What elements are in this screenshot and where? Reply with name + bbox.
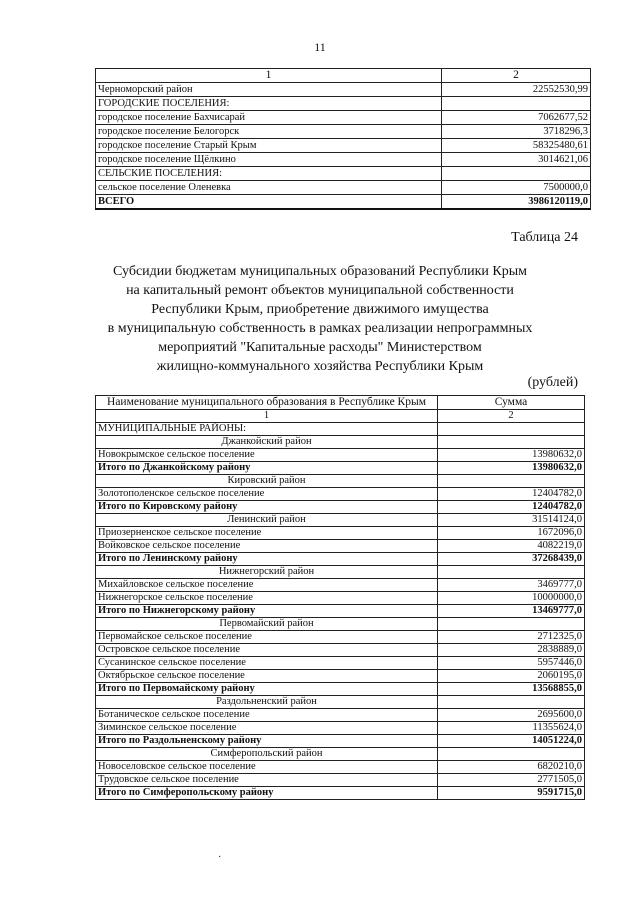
row-value	[442, 167, 591, 181]
row-value: 2771505,0	[438, 774, 585, 787]
total-row	[96, 787, 585, 800]
table-row	[96, 181, 591, 195]
title-line: на капитальный ремонт объектов муниципальной собственности	[126, 283, 514, 298]
row-value: 37268439,0	[438, 553, 585, 566]
row-name: Раздольненский район	[96, 696, 438, 709]
row-name: Островское сельское поселение	[96, 644, 438, 657]
row-name: Октябрьское сельское поселение	[96, 670, 438, 683]
district-row	[96, 748, 585, 761]
row-name: Итого по Симферопольскому району	[96, 787, 438, 800]
row-name: городское поселение Белогорск	[96, 125, 442, 139]
row-name: городское поселение Бахчисарай	[96, 111, 442, 125]
district-row	[96, 436, 585, 449]
row-name: Трудовское сельское поселение	[96, 774, 438, 787]
column-number-1: 1	[96, 410, 438, 423]
row-name: Итого по Ленинскому району	[96, 553, 438, 566]
main-table-header-row	[96, 396, 585, 410]
row-value	[438, 475, 585, 488]
district-row	[96, 475, 585, 488]
table-row	[96, 449, 585, 462]
row-value	[438, 566, 585, 579]
row-name: Золотополенское сельское поселение	[96, 488, 438, 501]
row-name: Нижнегорский район	[96, 566, 438, 579]
total-row	[96, 683, 585, 696]
row-name: Ботаническое сельское поселение	[96, 709, 438, 722]
row-name: Итого по Нижнегорскому району	[96, 605, 438, 618]
table-row	[96, 709, 585, 722]
row-value: 12404782,0	[438, 488, 585, 501]
row-name: городское поселение Щёлкино	[96, 153, 442, 167]
row-value: 2838889,0	[438, 644, 585, 657]
row-value: 13980632,0	[438, 449, 585, 462]
row-value	[438, 436, 585, 449]
table-row	[96, 83, 591, 97]
row-name: Приозерненское сельское поселение	[96, 527, 438, 540]
title-line: жилищно-коммунального хозяйства Республики Крым	[156, 359, 484, 374]
district-row	[96, 618, 585, 631]
row-value: 3986120119,0	[442, 195, 591, 210]
row-value: 14051224,0	[438, 735, 585, 748]
row-name: Итого по Раздольненскому району	[96, 735, 438, 748]
main-table-body	[96, 423, 585, 800]
title-line: Субсидии бюджетам муниципальных образований Республики Крым	[113, 264, 527, 279]
table-row	[96, 761, 585, 774]
main-table-colnum-row	[96, 410, 585, 423]
row-name: Итого по Джанкойскому району	[96, 462, 438, 475]
row-value: 7062677,52	[442, 111, 591, 125]
title-line: мероприятий "Капитальные расходы" Министерством	[158, 340, 482, 355]
row-value: 10000000,0	[438, 592, 585, 605]
section-row	[96, 167, 591, 181]
main-table	[95, 395, 585, 800]
row-name: сельское поселение Оленевка	[96, 181, 442, 195]
row-value: 1672096,0	[438, 527, 585, 540]
table-label: Таблица 24	[511, 230, 578, 245]
row-value	[442, 97, 591, 111]
row-name: Ленинский район	[96, 514, 438, 527]
row-name: Симферопольский район	[96, 748, 438, 761]
row-name: Нижнегорское сельское поселение	[96, 592, 438, 605]
row-name: Войковское сельское поселение	[96, 540, 438, 553]
row-name: Первомайское сельское поселение	[96, 631, 438, 644]
row-value: 12404782,0	[438, 501, 585, 514]
row-value: 3718296,3	[442, 125, 591, 139]
total-row	[96, 735, 585, 748]
total-row	[96, 462, 585, 475]
title-line: в муниципальную собственность в рамках реализации непрограммных	[107, 321, 533, 336]
table-row	[96, 488, 585, 501]
row-name: Сусанинское сельское поселение	[96, 657, 438, 670]
row-value: 9591715,0	[438, 787, 585, 800]
section-row	[96, 97, 591, 111]
table-row	[96, 774, 585, 787]
top-table-body	[96, 83, 591, 210]
table-row	[96, 139, 591, 153]
row-value: 2695600,0	[438, 709, 585, 722]
column-header-sum: Сумма	[438, 396, 585, 410]
row-name: ВСЕГО	[96, 195, 442, 210]
section-row	[96, 423, 585, 436]
row-value: 3469777,0	[438, 579, 585, 592]
table-row	[96, 540, 585, 553]
row-value: 3014621,06	[442, 153, 591, 167]
table-row	[96, 670, 585, 683]
row-name: Черноморский район	[96, 83, 442, 97]
top-table-col1-number: 1	[96, 69, 442, 83]
table-row	[96, 657, 585, 670]
table-row	[96, 125, 591, 139]
row-value: 13980632,0	[438, 462, 585, 475]
top-table-header-row	[96, 69, 591, 83]
row-name: Первомайский район	[96, 618, 438, 631]
total-row	[96, 553, 585, 566]
row-value	[438, 696, 585, 709]
row-name: МУНИЦИПАЛЬНЫЕ РАЙОНЫ:	[96, 423, 438, 436]
row-name: Михайловское сельское поселение	[96, 579, 438, 592]
row-value: 5957446,0	[438, 657, 585, 670]
top-table-col2-number: 2	[442, 69, 591, 83]
row-value: 13469777,0	[438, 605, 585, 618]
row-name: Зиминское сельское поселение	[96, 722, 438, 735]
total-row	[96, 195, 591, 210]
page-number: 11	[314, 40, 326, 54]
row-value	[438, 618, 585, 631]
scan-dot: ·	[218, 852, 222, 863]
row-value	[438, 748, 585, 761]
row-name: Итого по Кировскому району	[96, 501, 438, 514]
title-line: Республики Крым, приобретение движимого имущества	[151, 302, 489, 317]
district-row	[96, 514, 585, 527]
row-name: Кировский район	[96, 475, 438, 488]
row-value: 2060195,0	[438, 670, 585, 683]
row-name: Итого по Первомайскому району	[96, 683, 438, 696]
table-row	[96, 153, 591, 167]
column-number-2: 2	[438, 410, 585, 423]
row-value: 4082219,0	[438, 540, 585, 553]
row-value: 31514124,0	[438, 514, 585, 527]
table-row	[96, 111, 591, 125]
total-row	[96, 501, 585, 514]
table-row	[96, 579, 585, 592]
district-row	[96, 696, 585, 709]
row-value: 22552530,99	[442, 83, 591, 97]
table-row	[96, 592, 585, 605]
row-value	[438, 423, 585, 436]
table-row	[96, 631, 585, 644]
table-row	[96, 644, 585, 657]
row-name: Джанкойский район	[96, 436, 438, 449]
row-name: СЕЛЬСКИЕ ПОСЕЛЕНИЯ:	[96, 167, 442, 181]
district-row	[96, 566, 585, 579]
units-label: (рублей)	[527, 375, 578, 390]
top-table	[95, 68, 591, 210]
table-row	[96, 527, 585, 540]
row-value: 11355624,0	[438, 722, 585, 735]
column-header-name: Наименование муниципального образования в Республике Крым	[96, 396, 438, 410]
row-name: городское поселение Старый Крым	[96, 139, 442, 153]
row-value: 6820210,0	[438, 761, 585, 774]
row-name: Новокрымское сельское поселение	[96, 449, 438, 462]
total-row	[96, 605, 585, 618]
table-title	[60, 262, 580, 376]
table-row	[96, 722, 585, 735]
row-value: 2712325,0	[438, 631, 585, 644]
row-name: ГОРОДСКИЕ ПОСЕЛЕНИЯ:	[96, 97, 442, 111]
row-name: Новоселовское сельское поселение	[96, 761, 438, 774]
row-value: 58325480,61	[442, 139, 591, 153]
row-value: 7500000,0	[442, 181, 591, 195]
row-value: 13568855,0	[438, 683, 585, 696]
